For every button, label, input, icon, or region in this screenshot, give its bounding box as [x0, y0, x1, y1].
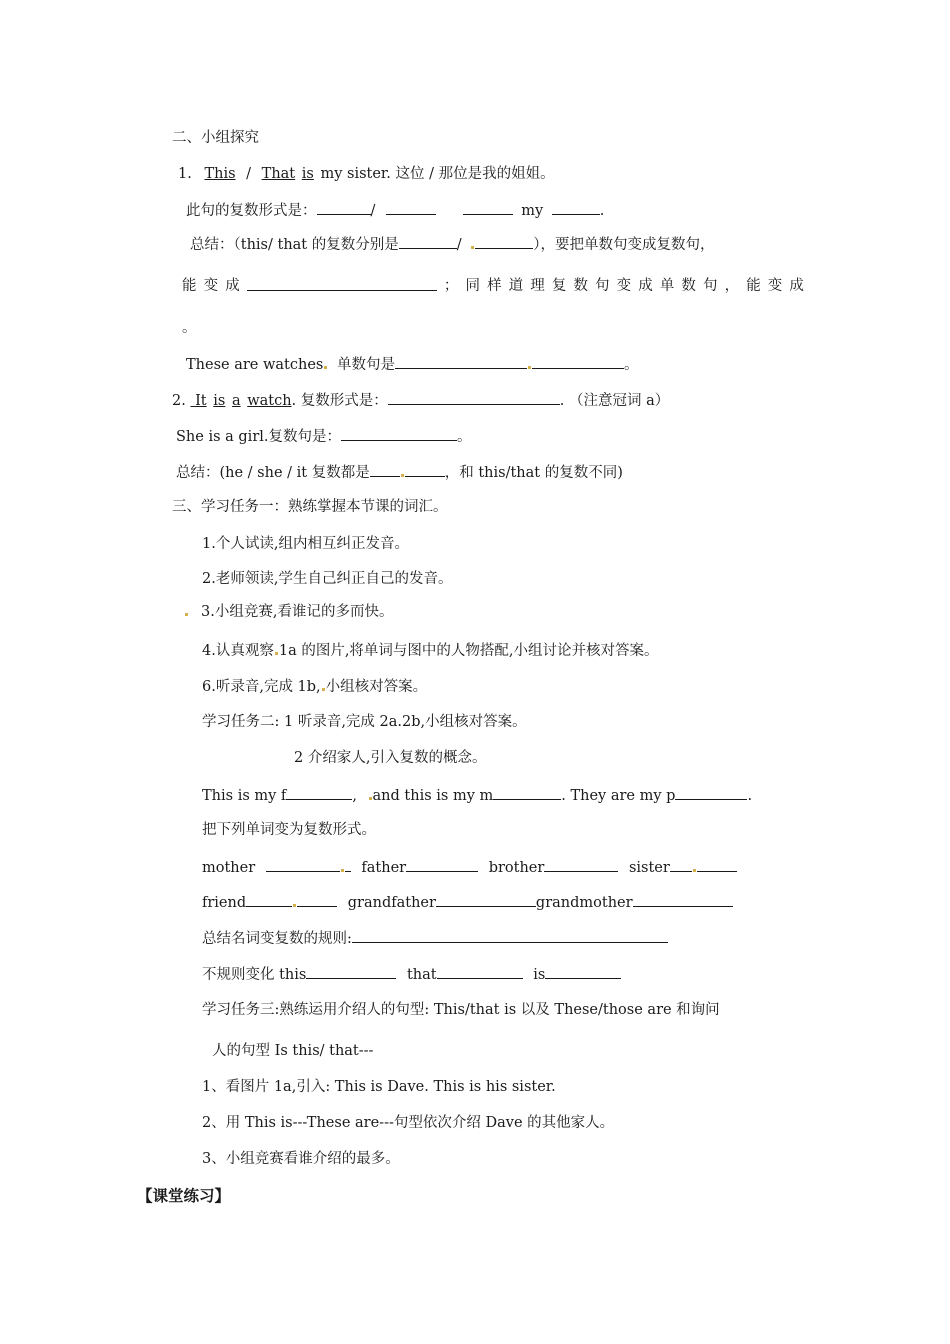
blank[interactable]	[633, 892, 733, 907]
blank[interactable]	[670, 857, 692, 872]
blank[interactable]	[675, 785, 747, 800]
blank[interactable]	[388, 390, 560, 405]
blank[interactable]	[697, 857, 737, 872]
blank[interactable]	[405, 462, 445, 477]
blank[interactable]	[552, 200, 600, 215]
blank[interactable]	[297, 892, 337, 907]
blank[interactable]	[436, 892, 536, 907]
blank[interactable]	[317, 200, 371, 215]
marker	[322, 688, 325, 691]
marker	[401, 474, 404, 477]
task2-words-row1: mother father brother sister	[202, 857, 737, 878]
task2-irregular-line: 不规则变化 this that is	[202, 964, 621, 985]
q1-summary-line1: 总结：（this/ that 的复数分别是 / ），要把单数句变成复数句，	[190, 234, 714, 255]
q2-summary-line: 总结：(he / she / it 复数都是 ，和 this/that 的复数不同)	[176, 462, 623, 483]
blank[interactable]	[246, 892, 292, 907]
q2-she-line: She is a girl.复数句是： 。	[176, 426, 472, 447]
q1-word-that: That	[261, 166, 296, 182]
task3-line1: 学习任务三:熟练运用介绍人的句型: This/that is 以及 These/those are 和询问	[202, 1002, 720, 1018]
blank[interactable]	[266, 857, 340, 872]
marker	[341, 869, 344, 872]
blank[interactable]	[493, 785, 561, 800]
blank[interactable]	[341, 426, 457, 441]
blank[interactable]	[545, 964, 621, 979]
blank[interactable]	[463, 200, 513, 215]
blank[interactable]	[370, 462, 400, 477]
marker	[471, 246, 474, 249]
task2-line2: 2 介绍家人,引入复数的概念。	[294, 750, 487, 766]
task2-fill-line: This is my f , and this is my m . They are my p .	[202, 785, 752, 806]
q1-sentence: 1. This / That is my sister. 这位 / 那位是我的姐姐。	[178, 166, 555, 182]
q1-plural-line: 此句的复数形式是： / my .	[186, 200, 604, 221]
blank[interactable]	[437, 964, 523, 979]
q2-word-is: is	[213, 393, 226, 409]
blank[interactable]	[352, 928, 668, 943]
task3-line2: 人的句型 Is this/ that---	[212, 1043, 374, 1059]
task3-step: 3、小组竞赛看谁介绍的最多。	[202, 1151, 400, 1167]
marker	[528, 366, 531, 369]
blank[interactable]	[345, 857, 351, 872]
q2-word-a: a	[231, 393, 241, 409]
marker	[293, 904, 296, 907]
task2-line1: 学习任务二: 1 听录音,完成 2a.2b,小组核对答案。	[202, 714, 527, 730]
section-title-task1: 三、学习任务一：熟练掌握本节课的词汇。	[172, 499, 448, 515]
marker	[275, 652, 278, 655]
section-title-group-inquiry: 二、小组探究	[172, 130, 259, 146]
q2-word-it: It	[195, 393, 207, 409]
blank[interactable]	[532, 354, 624, 369]
blank[interactable]	[386, 200, 436, 215]
q1-summary-line3: 。	[182, 320, 197, 336]
task2-rule-line: 总结名词变复数的规则:	[202, 928, 668, 949]
marker	[185, 613, 188, 616]
task2-words-row2: friend grandfather grandmother	[202, 892, 733, 913]
task1-item: 1.个人试读,组内相互纠正发音。	[202, 536, 409, 552]
q1-word-is: is	[301, 166, 314, 182]
marker	[693, 869, 696, 872]
q1-word-this: This	[204, 166, 236, 182]
marker	[369, 797, 372, 800]
blank[interactable]	[399, 234, 457, 249]
q2-sentence: 2. It is a watch. 复数形式是： . （注意冠词 a）	[172, 390, 669, 411]
section-title-classroom-practice: 【课堂练习】	[137, 1187, 231, 1205]
blank[interactable]	[306, 964, 396, 979]
blank[interactable]	[286, 785, 352, 800]
task1-item: 4.认真观察 1a 的图片,将单词与图中的人物搭配,小组讨论并核对答案。	[202, 643, 659, 659]
task1-item: 6.听录音,完成 1b, 小组核对答案。	[202, 679, 428, 695]
marker	[324, 366, 327, 369]
q1-summary-line2: 能 变 成 ； 同 样 道 理 复 数 句 变 成 单 数 句 ， 能 变 成	[182, 278, 804, 294]
blank[interactable]	[247, 276, 437, 291]
q1-these-line: These are watches 单数句是 。	[186, 354, 638, 375]
blank[interactable]	[406, 857, 478, 872]
q2-word-watch: watch	[247, 393, 292, 409]
blank[interactable]	[395, 354, 527, 369]
blank[interactable]	[544, 857, 618, 872]
blank[interactable]	[475, 234, 533, 249]
task2-plural-instruction: 把下列单词变为复数形式。	[202, 822, 376, 838]
task1-item: 2.老师领读,学生自己纠正自己的发音。	[202, 571, 453, 587]
task3-step: 1、看图片 1a,引入: This is Dave. This is his sister.	[202, 1079, 556, 1095]
task3-step: 2、用 This is---These are---句型依次介绍 Dave 的其他家人。	[202, 1115, 615, 1131]
task1-item: 3.小组竞赛,看谁记的多而快。	[184, 602, 393, 622]
